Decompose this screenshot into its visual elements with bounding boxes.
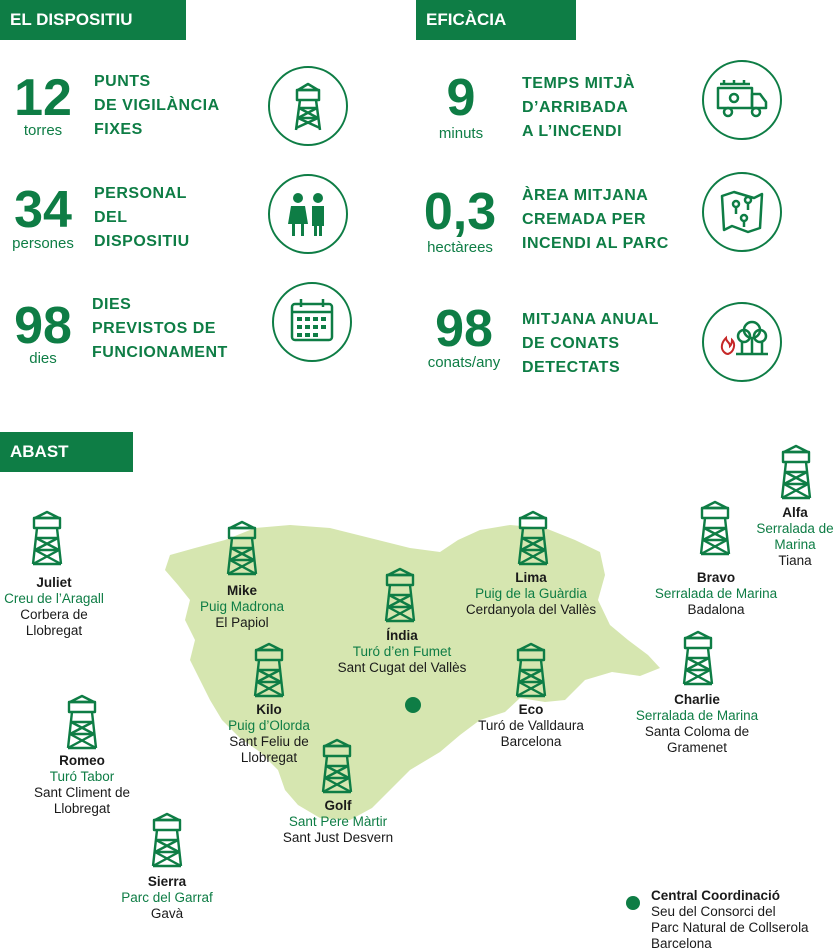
tower-label-lima: Lima Puig de la Guàrdia Cerdanyola del Vallès (465, 570, 597, 617)
people-icon (268, 174, 348, 254)
tower-label-kilo: Kilo Puig d’Olorda Sant Feliu de Llobregat (228, 702, 310, 765)
stat-description: ÀREA MITJANA CREMADA PER INCENDI AL PARC (522, 187, 669, 252)
stat-number: 12 (14, 69, 72, 127)
tower-label-india: Índia Turó d’en Fumet Sant Cugat del Vallès (337, 628, 467, 675)
watchtower-icon (383, 567, 417, 623)
tower-label-juliet: Juliet Creu de l’Aragall Corbera de Llobregat (4, 575, 104, 638)
stat-description: PERSONAL DEL DISPOSITIU (94, 185, 190, 250)
watchtower-icon (65, 694, 99, 750)
forest-fire-icon (702, 302, 782, 382)
stat-description: MITJANA ANUAL DE CONATS DETECTATS (522, 311, 659, 376)
tower-label-eco: Eco Turó de Valldaura Barcelona (478, 702, 584, 749)
legend-line: Parc Natural de Collserola (651, 920, 809, 935)
stat-description: DIES PREVISTOS DE FUNCIONAMENT (92, 296, 228, 361)
fire-truck-icon (702, 60, 782, 140)
tower-label-mike: Mike Puig Madrona El Papiol (199, 583, 285, 630)
stat-unit: hectàrees (427, 239, 493, 256)
tower-label-alfa: Alfa Serralada de Marina Tiana (756, 505, 834, 568)
watchtower-icon (150, 812, 184, 868)
stat-number: 98 (14, 297, 72, 355)
stat-unit: persones (12, 235, 74, 252)
watchtower-icon (268, 66, 348, 146)
stat-unit: dies (29, 350, 57, 367)
tower-label-golf: Golf Sant Pere Màrtir Sant Just Desvern (282, 798, 394, 845)
header-abast: ABAST (0, 432, 133, 472)
stat-unit: torres (23, 122, 63, 139)
stat-unit: minuts (438, 125, 484, 142)
calendar-icon (272, 282, 352, 362)
watchtower-icon (514, 642, 548, 698)
tower-label-sierra: Sierra Parc del Garraf Gavà (121, 874, 213, 921)
legend-line: Seu del Consorci del (651, 904, 776, 919)
stat-description: PUNTS DE VIGILÀNCIA FIXES (94, 73, 220, 138)
stat-number: 98 (435, 300, 493, 358)
stat-number: 9 (446, 69, 476, 127)
watchtower-icon (516, 510, 550, 566)
header-eficacia: EFICÀCIA (416, 0, 576, 40)
legend (651, 888, 809, 952)
stat-number: 34 (14, 181, 72, 239)
watchtower-icon (30, 510, 64, 566)
watchtower-icon (225, 520, 259, 576)
stat-number: 0,3 (423, 183, 497, 241)
map-pins-icon (702, 172, 782, 252)
legend-dot (626, 896, 640, 910)
watchtower-icon (681, 630, 715, 686)
watchtower-icon (779, 444, 813, 500)
tower-label-bravo: Bravo Serralada de Marina Badalona (654, 570, 778, 617)
central-coordination-dot (405, 697, 421, 713)
legend-line: Barcelona (651, 936, 712, 951)
tower-label-romeo: Romeo Turó Tabor Sant Climent de Llobregat (33, 753, 131, 816)
header-el-dispositiu: EL DISPOSITIU (0, 0, 186, 40)
stat-unit: conats/any (427, 354, 501, 371)
tower-label-charlie: Charlie Serralada de Marina Santa Coloma de Gramenet (635, 692, 759, 755)
watchtower-icon (252, 642, 286, 698)
stat-description: TEMPS MITJÀ D’ARRIBADA A L’INCENDI (522, 75, 636, 140)
legend-title: Central Coordinació (651, 888, 781, 903)
